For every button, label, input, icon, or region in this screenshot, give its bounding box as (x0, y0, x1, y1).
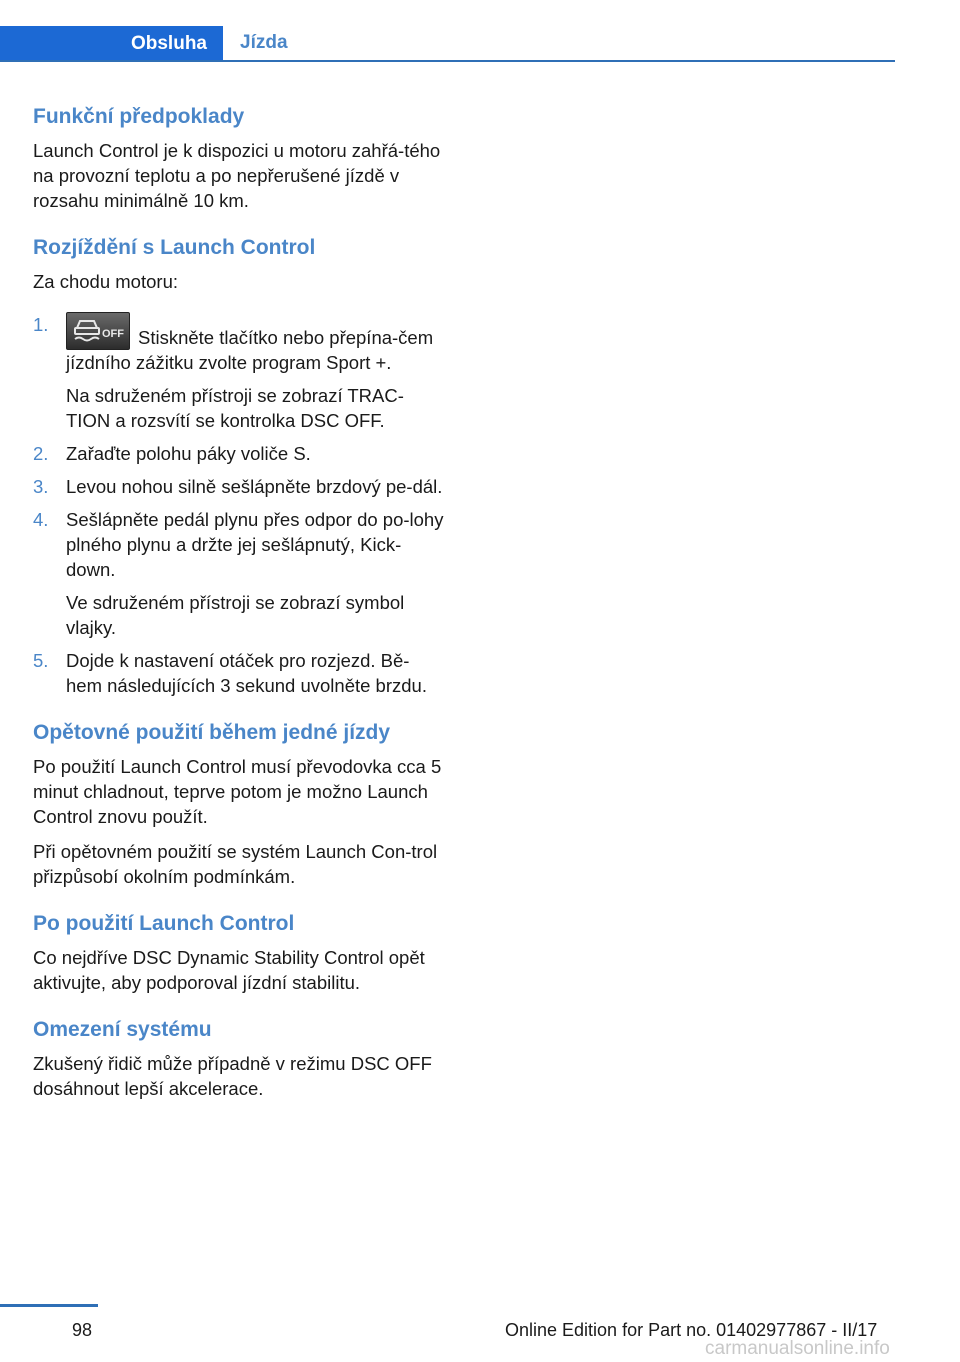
step-text: Levou nohou silně sešlápněte brzdový pe‐dál. (66, 476, 443, 497)
section-heading: Omezení systému (33, 1018, 212, 1041)
list-item (33, 474, 445, 499)
step-note: Ve sdruženém přístroji se zobrazí symbol vlajky. (66, 592, 405, 638)
list-item (33, 312, 445, 433)
step-note: Na sdruženém přístroji se zobrazí TRAC‐TION a rozsvítí se kontrolka DSC OFF. (66, 385, 404, 431)
section-launch-control-start (33, 231, 445, 698)
step-number: 3. (33, 476, 49, 497)
section-after-launch-control (33, 907, 445, 995)
paragraph: Po použití Launch Control musí převodovka cca 5 minut chladnout, teprve potom je možno Launch Control znovu použít. (33, 756, 442, 827)
dsc-off-button-icon (66, 312, 130, 350)
watermark: carmanualsonline.info (705, 1338, 890, 1359)
paragraph: Launch Control je k dispozici u motoru zahřá‐tého na provozní teplotu a po nepřerušené jízdě v rozsahu minimálně 10 km. (33, 140, 441, 211)
dsc-off-label: OFF (102, 328, 124, 340)
paragraph: Co nejdříve DSC Dynamic Stability Control opět aktivujte, aby podporoval jízdní stabilitu. (33, 947, 425, 993)
step-text: Zařaďte polohu páky voliče S. (66, 443, 311, 464)
section-heading: Opětovné použití během jedné jízdy (33, 721, 391, 744)
section-reuse-during-drive (33, 716, 445, 889)
section-function-prerequisites (33, 100, 445, 213)
page-content (33, 100, 445, 1119)
paragraph: Při opětovném použití se systém Launch Con‐trol přizpůsobí okolním podmínkám. (33, 841, 438, 887)
edition-info: Online Edition for Part no. 01402977867 - II/17 (505, 1320, 878, 1340)
tab-obsluha[interactable]: Obsluha (0, 26, 223, 62)
steps-list (33, 312, 445, 698)
step-number: 5. (33, 650, 49, 671)
step-number: 4. (33, 509, 49, 530)
header-divider (0, 60, 895, 62)
section-heading: Po použití Launch Control (33, 912, 295, 935)
step-text: Dojde k nastavení otáček pro rozjezd. Bě‐hem následujících 3 sekund uvolněte brzdu. (66, 650, 427, 696)
step-number: 1. (33, 314, 49, 335)
step-text: Sešlápněte pedál plynu přes odpor do po‐lohy plného plynu a držte jej sešlápnutý, Kick-down. (66, 509, 444, 580)
footer-divider (0, 1304, 98, 1307)
list-item (33, 507, 445, 640)
section-heading: Rozjíždění s Launch Control (33, 236, 316, 259)
paragraph: Za chodu motoru: (33, 271, 178, 292)
paragraph: Zkušený řidič může případně v režimu DSC OFF dosáhnout lepší akcelerace. (33, 1053, 432, 1099)
top-tab-bar (0, 26, 895, 62)
section-heading: Funkční předpoklady (33, 105, 245, 128)
tab-jizda[interactable]: Jízda (240, 32, 288, 53)
page-number: 98 (72, 1320, 93, 1340)
step-text: Stiskněte tlačítko nebo přepína‐čem jízdního zážitku zvolte program Sport +. (66, 327, 434, 373)
list-item (33, 441, 445, 466)
section-system-limits (33, 1013, 445, 1101)
step-number: 2. (33, 443, 49, 464)
list-item (33, 648, 445, 698)
